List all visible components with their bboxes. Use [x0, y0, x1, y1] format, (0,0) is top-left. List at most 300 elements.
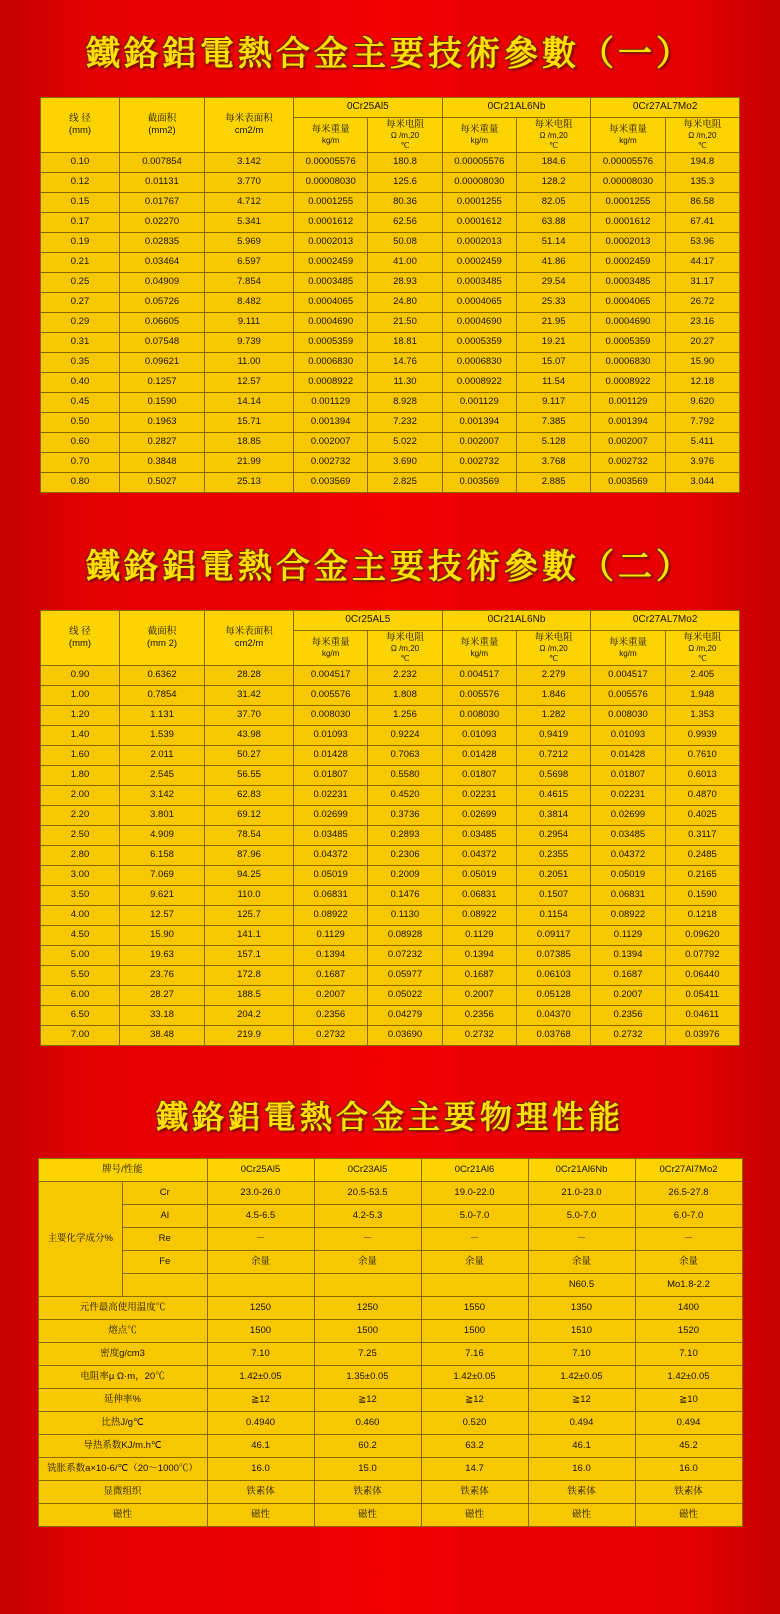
table-cell: 2.885	[516, 472, 590, 492]
table-cell: 3.770	[205, 172, 294, 192]
table-cell: ≧12	[207, 1388, 314, 1411]
table-cell	[314, 1273, 421, 1296]
table-cell: 0.06440	[665, 965, 739, 985]
table-cell: 3.142	[205, 152, 294, 172]
table-cell: 0.06605	[120, 312, 205, 332]
table-cell: 0.0005359	[442, 332, 516, 352]
table-cell: 0.03976	[665, 1025, 739, 1045]
th-surface-2: 每米表面积 cm2/m	[205, 610, 294, 665]
table-cell: 5.0-7.0	[528, 1204, 635, 1227]
table-cell: 0.0008922	[591, 372, 665, 392]
th-grade-3: 0Cr21Al6Nb	[528, 1158, 635, 1181]
table-cell: 0.0001255	[442, 192, 516, 212]
table-cell: 铁素体	[528, 1480, 635, 1503]
table-cell: 1.80	[41, 765, 120, 785]
table-cell: 0.5698	[516, 765, 590, 785]
element-symbol	[123, 1273, 208, 1296]
table-cell: 0.70	[41, 452, 120, 472]
table-cell: 0.001394	[442, 412, 516, 432]
tech-params-table-1	[40, 97, 740, 493]
section1-table-wrap	[0, 97, 780, 511]
table-cell: 0.01807	[442, 765, 516, 785]
table-row	[41, 865, 740, 885]
table-cell: 余量	[528, 1250, 635, 1273]
th-weight-a-1: 每米重量 kg/m	[294, 118, 368, 153]
table-cell: 37.70	[205, 705, 294, 725]
table-cell: 7.792	[665, 412, 739, 432]
table-cell: 5.969	[205, 232, 294, 252]
table-cell: 0.08928	[368, 925, 442, 945]
table-cell: 0.05726	[120, 292, 205, 312]
table-cell: 5.00	[41, 945, 120, 965]
th-group-0cr27al7mo2-2: 0Cr27AL7Mo2	[591, 610, 740, 630]
table-cell: 0.31	[41, 332, 120, 352]
th-group-0cr25al5-1: 0Cr25Al5	[294, 98, 443, 118]
table1-body	[41, 152, 740, 492]
table-cell: 0.0004065	[294, 292, 368, 312]
table-cell: 0.03690	[368, 1025, 442, 1045]
table-cell: 0.1590	[120, 392, 205, 412]
table-cell: 2.232	[368, 665, 442, 685]
table-cell: 0.002007	[442, 432, 516, 452]
table-cell: 6.158	[120, 845, 205, 865]
table-cell: 3.00	[41, 865, 120, 885]
table-cell: 0.02270	[120, 212, 205, 232]
table-cell: 0.9939	[665, 725, 739, 745]
table-cell: 0.0006830	[294, 352, 368, 372]
table-cell: 0.7212	[516, 745, 590, 765]
table-cell: 41.86	[516, 252, 590, 272]
table-cell: 0.007854	[120, 152, 205, 172]
property-label: 熔点℃	[38, 1319, 207, 1342]
table-cell: 15.90	[120, 925, 205, 945]
table-cell: 0.50	[41, 412, 120, 432]
table-cell: 7.385	[516, 412, 590, 432]
composition-label: 主要化学成分%	[38, 1181, 123, 1296]
table-cell: 余量	[207, 1250, 314, 1273]
table-cell: 0.008030	[442, 705, 516, 725]
table-cell: －	[207, 1227, 314, 1250]
table-cell: 62.56	[368, 212, 442, 232]
table-cell: 9.621	[120, 885, 205, 905]
table-row	[41, 925, 740, 945]
table-cell: 0.1590	[665, 885, 739, 905]
element-symbol: Re	[123, 1227, 208, 1250]
table-cell: 0.08922	[294, 905, 368, 925]
th-weight-a-2: 每米重量 kg/m	[294, 630, 368, 665]
th-res-a-1: 每米电阻 Ω /m,20 ℃	[368, 118, 442, 153]
table-cell: 194.8	[665, 152, 739, 172]
table-cell: 1.282	[516, 705, 590, 725]
table-cell: 0.06103	[516, 965, 590, 985]
table-cell: 0.07385	[516, 945, 590, 965]
table-cell: 0.005576	[442, 685, 516, 705]
table-cell: 180.8	[368, 152, 442, 172]
table-row	[41, 452, 740, 472]
table-row	[41, 212, 740, 232]
table-cell: 5.128	[516, 432, 590, 452]
table-cell: 0.19	[41, 232, 120, 252]
table-cell: 0.0002459	[294, 252, 368, 272]
table-cell: ≧12	[314, 1388, 421, 1411]
table-row	[41, 332, 740, 352]
table-cell: 1.42±0.05	[421, 1365, 528, 1388]
table-cell: 0.05019	[591, 865, 665, 885]
table-cell: 26.5-27.8	[635, 1181, 742, 1204]
table-cell: 0.06831	[294, 885, 368, 905]
table-cell: 0.06831	[591, 885, 665, 905]
th-res-a-2: 每米电阻 Ω /m,20 ℃	[368, 630, 442, 665]
table-cell: 41.00	[368, 252, 442, 272]
table-cell: 110.0	[205, 885, 294, 905]
table-row	[41, 1005, 740, 1025]
th-weight-c-2: 每米重量 kg/m	[591, 630, 665, 665]
table-cell: 0.0002459	[591, 252, 665, 272]
table-row	[41, 845, 740, 865]
table-cell: 0.0004690	[591, 312, 665, 332]
table-cell: 0.0008922	[294, 372, 368, 392]
table-row	[41, 412, 740, 432]
table-cell: 7.854	[205, 272, 294, 292]
table2-body	[41, 665, 740, 1045]
th-group-0cr25al5-2: 0Cr25AL5	[294, 610, 443, 630]
table-cell: 21.50	[368, 312, 442, 332]
table-cell: 0.15	[41, 192, 120, 212]
table-cell: 0.1687	[591, 965, 665, 985]
table-cell: 0.0001612	[442, 212, 516, 232]
table-cell: 0.005576	[591, 685, 665, 705]
table-cell: 7.069	[120, 865, 205, 885]
table-cell: 0.3736	[368, 805, 442, 825]
table-cell: 1.60	[41, 745, 120, 765]
table-cell: 67.41	[665, 212, 739, 232]
table-cell: 0.35	[41, 352, 120, 372]
table-cell: 0.5580	[368, 765, 442, 785]
section3-table-wrap	[0, 1158, 780, 1545]
table-cell: 0.04279	[368, 1005, 442, 1025]
table-cell: 8.928	[368, 392, 442, 412]
table-cell: 0.05128	[516, 985, 590, 1005]
table-cell: 3.044	[665, 472, 739, 492]
table-cell: 28.28	[205, 665, 294, 685]
table-cell: 0.05019	[294, 865, 368, 885]
table-cell: 9.111	[205, 312, 294, 332]
table-cell: 0.01093	[442, 725, 516, 745]
table-row	[41, 785, 740, 805]
table-cell: 0.00005576	[591, 152, 665, 172]
table-cell: 0.004517	[294, 665, 368, 685]
table-cell: 0.2732	[591, 1025, 665, 1045]
table-cell: 0.2009	[368, 865, 442, 885]
table-row	[38, 1480, 742, 1503]
table-cell: 0.003569	[591, 472, 665, 492]
table-cell: 23.16	[665, 312, 739, 332]
table-cell: 0.05411	[665, 985, 739, 1005]
table-cell: 78.54	[205, 825, 294, 845]
table-row	[41, 352, 740, 372]
table-cell: 0.03464	[120, 252, 205, 272]
table-cell: 0.001394	[294, 412, 368, 432]
table-cell: 铁素体	[421, 1480, 528, 1503]
table-cell: 0.5027	[120, 472, 205, 492]
table-row	[41, 372, 740, 392]
table-cell: 0.9419	[516, 725, 590, 745]
table-cell: 0.00005576	[442, 152, 516, 172]
table-cell: 0.07232	[368, 945, 442, 965]
th-res-c-2: 每米电阻 Ω /m,20 ℃	[665, 630, 739, 665]
table-cell: 0.0005359	[294, 332, 368, 352]
table-cell: 0.01428	[442, 745, 516, 765]
table-cell: 1.42±0.05	[528, 1365, 635, 1388]
table-cell: 0.001129	[442, 392, 516, 412]
table-cell: 0.008030	[294, 705, 368, 725]
table-cell: 16.0	[528, 1457, 635, 1480]
table-cell: 0.00008030	[591, 172, 665, 192]
table-cell: 0.1218	[665, 905, 739, 925]
table-cell: 磁性	[207, 1503, 314, 1526]
table-cell: 16.0	[635, 1457, 742, 1480]
table-cell: 0.2356	[294, 1005, 368, 1025]
th-group-0cr21al6nb-2: 0Cr21AL6Nb	[442, 610, 591, 630]
table-row	[38, 1365, 742, 1388]
table-cell: 0.2732	[442, 1025, 516, 1045]
table-cell: 0.25	[41, 272, 120, 292]
table-cell: 0.29	[41, 312, 120, 332]
table-cell: 3.976	[665, 452, 739, 472]
table-cell: 6.00	[41, 985, 120, 1005]
table-cell: 23.76	[120, 965, 205, 985]
table-cell: 1.42±0.05	[207, 1365, 314, 1388]
table-cell: 0.04909	[120, 272, 205, 292]
property-label: 导热系数KJ/m.h℃	[38, 1434, 207, 1457]
table-cell: 14.76	[368, 352, 442, 372]
table-row	[41, 472, 740, 492]
table-cell: 1.35±0.05	[314, 1365, 421, 1388]
table-cell: 4.50	[41, 925, 120, 945]
table-cell: 0.08922	[591, 905, 665, 925]
table-cell: 1500	[421, 1319, 528, 1342]
table-cell: 19.63	[120, 945, 205, 965]
table-cell: 14.14	[205, 392, 294, 412]
table-cell: 0.0001255	[591, 192, 665, 212]
table-row	[38, 1457, 742, 1480]
table-cell: 3.50	[41, 885, 120, 905]
table-cell: 0.40	[41, 372, 120, 392]
table-row	[38, 1250, 742, 1273]
table-cell: 14.7	[421, 1457, 528, 1480]
table2-head-row-1	[41, 610, 740, 630]
table-cell: 0.003569	[442, 472, 516, 492]
table-cell: 23.0-26.0	[207, 1181, 314, 1204]
table-cell: 26.72	[665, 292, 739, 312]
table-cell: 5.341	[205, 212, 294, 232]
table-cell: 7.25	[314, 1342, 421, 1365]
table-row	[38, 1388, 742, 1411]
table-cell: 0.002732	[442, 452, 516, 472]
section1-title: 鐵鉻鋁電熱合金主要技術參數（一）	[86, 36, 694, 73]
table-cell: Mo1.8-2.2	[635, 1273, 742, 1296]
table-cell: 24.80	[368, 292, 442, 312]
table-cell: 0.01093	[294, 725, 368, 745]
property-label: 电阻率µ Ω·m，20℃	[38, 1365, 207, 1388]
table-cell: 28.27	[120, 985, 205, 1005]
table-cell: 82.05	[516, 192, 590, 212]
table-row	[41, 432, 740, 452]
table-cell: 0.2485	[665, 845, 739, 865]
table-cell: 0.90	[41, 665, 120, 685]
table-cell: 0.0003485	[591, 272, 665, 292]
table-cell: 0.494	[528, 1411, 635, 1434]
table3-head	[38, 1158, 742, 1181]
table-cell: 2.279	[516, 665, 590, 685]
table-cell: 0.2165	[665, 865, 739, 885]
table-cell: 0.04370	[516, 1005, 590, 1025]
table-cell: 0.1129	[442, 925, 516, 945]
table-cell: 0.1257	[120, 372, 205, 392]
table-cell: 1.40	[41, 725, 120, 745]
table-cell: 0.2007	[591, 985, 665, 1005]
table-row	[41, 745, 740, 765]
table-cell: ≧12	[421, 1388, 528, 1411]
table-cell: －	[421, 1227, 528, 1250]
table-cell: 12.18	[665, 372, 739, 392]
table-cell: 0.02835	[120, 232, 205, 252]
table3-head-row	[38, 1158, 742, 1181]
table-row	[41, 685, 740, 705]
table-cell: 9.620	[665, 392, 739, 412]
table-cell: 0.0001255	[294, 192, 368, 212]
th-weight-c-1: 每米重量 kg/m	[591, 118, 665, 153]
table-cell: 0.12	[41, 172, 120, 192]
table-cell: 135.3	[665, 172, 739, 192]
table-row	[41, 152, 740, 172]
table-cell: ≧10	[635, 1388, 742, 1411]
table-cell: 1500	[314, 1319, 421, 1342]
element-symbol: Al	[123, 1204, 208, 1227]
table-cell: 0.0003485	[294, 272, 368, 292]
table-cell: －	[528, 1227, 635, 1250]
table-cell: 0.1129	[294, 925, 368, 945]
table-cell: 0.4025	[665, 805, 739, 825]
table-row	[38, 1204, 742, 1227]
table-cell: 4.712	[205, 192, 294, 212]
table-cell: 128.2	[516, 172, 590, 192]
th-res-b-1: 每米电阻 Ω /m,20 ℃	[516, 118, 590, 153]
table-cell: 0.21	[41, 252, 120, 272]
table-cell: 0.0004065	[442, 292, 516, 312]
table-cell: 0.0002013	[294, 232, 368, 252]
table-cell: 141.1	[205, 925, 294, 945]
table-cell: 0.04611	[665, 1005, 739, 1025]
table-cell: 0.1687	[442, 965, 516, 985]
table-cell: 6.597	[205, 252, 294, 272]
table-row	[38, 1181, 742, 1204]
table-cell: 0.02699	[442, 805, 516, 825]
table-row	[41, 985, 740, 1005]
table-cell: 1.42±0.05	[635, 1365, 742, 1388]
table2-head	[41, 610, 740, 665]
table-cell: 25.33	[516, 292, 590, 312]
table-cell: 0.01807	[591, 765, 665, 785]
table-cell: 0.00005576	[294, 152, 368, 172]
table-cell: 0.03768	[516, 1025, 590, 1045]
table-cell: 1510	[528, 1319, 635, 1342]
table-cell: 0.04372	[442, 845, 516, 865]
table-cell: 5.022	[368, 432, 442, 452]
table-cell: 3.142	[120, 785, 205, 805]
element-symbol: Cr	[123, 1181, 208, 1204]
table-cell: 20.5-53.5	[314, 1181, 421, 1204]
table-cell: 16.0	[207, 1457, 314, 1480]
table-row	[41, 192, 740, 212]
table-cell: 2.011	[120, 745, 205, 765]
table-cell: 0.003569	[294, 472, 368, 492]
table-cell: 188.5	[205, 985, 294, 1005]
table-cell: 7.10	[207, 1342, 314, 1365]
table-cell: 0.3117	[665, 825, 739, 845]
table-cell: 0.2893	[368, 825, 442, 845]
table-cell: 0.1507	[516, 885, 590, 905]
table-cell: 0.004517	[591, 665, 665, 685]
property-label: 铣胀系数a×10-6/℃（20～1000℃）	[38, 1457, 207, 1480]
table-row	[41, 825, 740, 845]
table-cell: 204.2	[205, 1005, 294, 1025]
table-row	[38, 1227, 742, 1250]
table-cell: 铁素体	[207, 1480, 314, 1503]
table-cell: 0.01428	[294, 745, 368, 765]
table-cell: 0.7854	[120, 685, 205, 705]
table1-head	[41, 98, 740, 153]
table-cell: 5.0-7.0	[421, 1204, 528, 1227]
table-cell: 1.00	[41, 685, 120, 705]
table-cell: 1.131	[120, 705, 205, 725]
table-cell: 0.05977	[368, 965, 442, 985]
table-cell: 4.5-6.5	[207, 1204, 314, 1227]
th-weight-b-1: 每米重量 kg/m	[442, 118, 516, 153]
table-cell: 0.1687	[294, 965, 368, 985]
table3-body	[38, 1181, 742, 1526]
table-cell: 0.04372	[294, 845, 368, 865]
tech-params-table-2	[40, 610, 740, 1046]
table-cell: 1520	[635, 1319, 742, 1342]
table-cell: 7.10	[528, 1342, 635, 1365]
table-cell: 2.405	[665, 665, 739, 685]
table-cell: 20.27	[665, 332, 739, 352]
table-cell: 1250	[207, 1296, 314, 1319]
table-cell: 0.02231	[294, 785, 368, 805]
table-cell: 0.494	[635, 1411, 742, 1434]
table-cell: 0.08922	[442, 905, 516, 925]
table-row	[41, 232, 740, 252]
table-cell: 94.25	[205, 865, 294, 885]
table-cell: 2.545	[120, 765, 205, 785]
table-cell: 0.002732	[294, 452, 368, 472]
table-cell: 12.57	[205, 372, 294, 392]
table-cell: 15.71	[205, 412, 294, 432]
table-cell: 219.9	[205, 1025, 294, 1045]
table-cell: 0.07792	[665, 945, 739, 965]
table-row	[38, 1319, 742, 1342]
table-cell: 3.768	[516, 452, 590, 472]
table-cell: 18.81	[368, 332, 442, 352]
table-cell: 0.00008030	[442, 172, 516, 192]
table-cell: 1400	[635, 1296, 742, 1319]
table-cell: 157.1	[205, 945, 294, 965]
table-cell: 0.0002013	[591, 232, 665, 252]
table-row	[41, 945, 740, 965]
table-cell: 7.00	[41, 1025, 120, 1045]
table-cell: 0.09117	[516, 925, 590, 945]
